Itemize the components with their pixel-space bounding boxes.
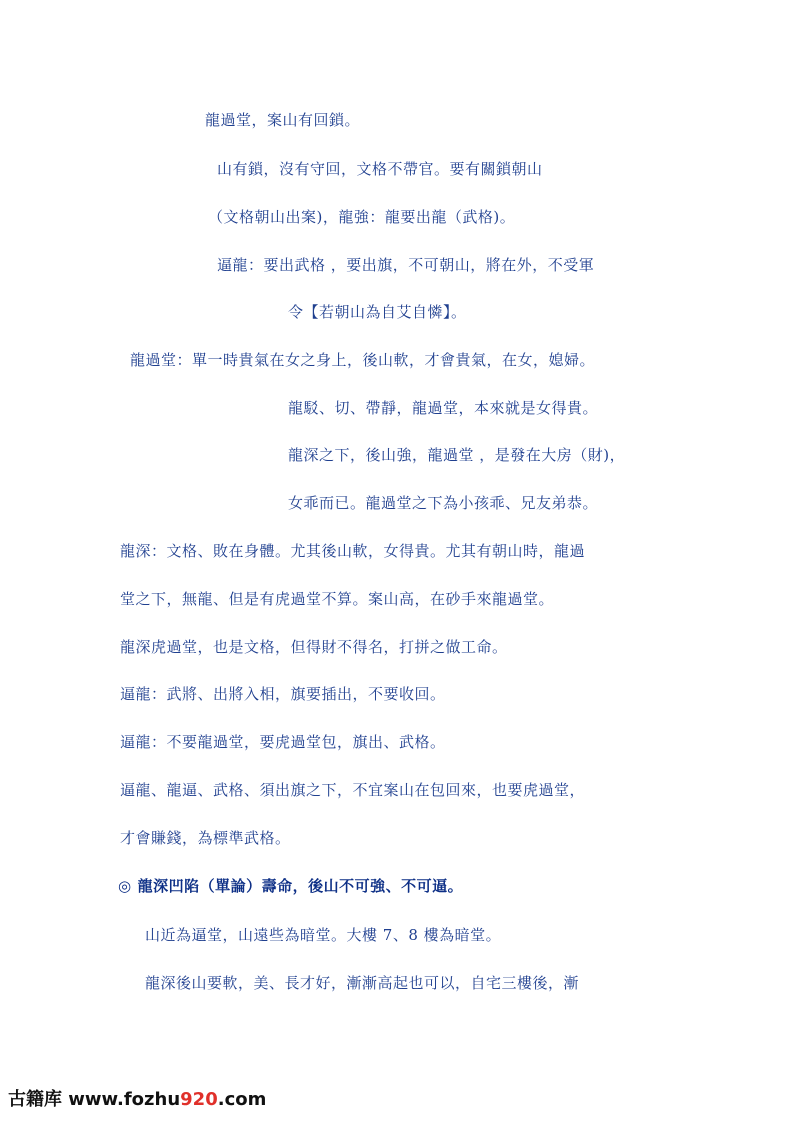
text-line: 逼龍：武將、出將入相，旗要插出，不要收回。	[120, 685, 446, 703]
text-line: 山有鎖，沒有守回，文格不帶官。要有關鎖朝山	[217, 160, 543, 178]
text-line: 龍過堂，案山有回鎖。	[205, 111, 361, 129]
section-heading	[118, 876, 463, 896]
text-line: （文格朝山出案)，龍強：龍要出龍（武格)。	[208, 208, 516, 226]
text-line: 龍深後山要軟，美、長才好，漸漸高起也可以，自宅三樓後，漸	[145, 974, 580, 992]
text-line: 堂之下，無龍、但是有虎過堂不算。案山高，在砂手來龍過堂。	[120, 590, 555, 608]
text-line: 逼龍：不要龍過堂，要虎過堂包，旗出、武格。	[120, 733, 446, 751]
text-line: 龍駁、切、帶靜，龍過堂，本來就是女得貴。	[288, 399, 599, 417]
bullseye-icon: ◎	[118, 877, 132, 895]
text-line: 龍深虎過堂，也是文格，但得財不得名，打拼之做工命。	[120, 638, 508, 656]
text-line: 逼龍、龍逼、武格、須出旗之下，不宜案山在包回來，也要虎過堂，	[120, 781, 586, 799]
text-line: 女乖而已。龍過堂之下為小孩乖、兄友弟恭。	[288, 494, 599, 512]
text-line: 山近為逼堂，山遠些為暗堂。大樓 7、8 樓為暗堂。	[145, 926, 502, 944]
text-line: 逼龍：要出武格 ，要出旗，不可朝山，將在外，不受軍	[217, 256, 595, 274]
watermark-brand: 古籍库 www.fozhu	[8, 1089, 181, 1110]
text-line: 令【若朝山為自艾自憐】。	[288, 303, 467, 321]
watermark-number: 920	[180, 1089, 218, 1110]
watermark-logo	[8, 1088, 266, 1112]
text-line: 龍深：文格、敗在身體。尤其後山軟，女得貴。尤其有朝山時，龍過	[120, 542, 586, 560]
text-line: 才會賺錢，為標準武格。	[120, 829, 291, 847]
watermark-suffix: .com	[217, 1089, 267, 1110]
text-line: 龍深之下，後山強，龍過堂 ，是發在大房（財)，	[288, 446, 626, 464]
section-heading-text: 龍深凹陷（單論）壽命，後山不可強、不可逼。	[137, 877, 464, 895]
text-line: 龍過堂：單一時貴氣在女之身上，後山軟，才會貴氣，在女，媳婦。	[130, 351, 596, 369]
